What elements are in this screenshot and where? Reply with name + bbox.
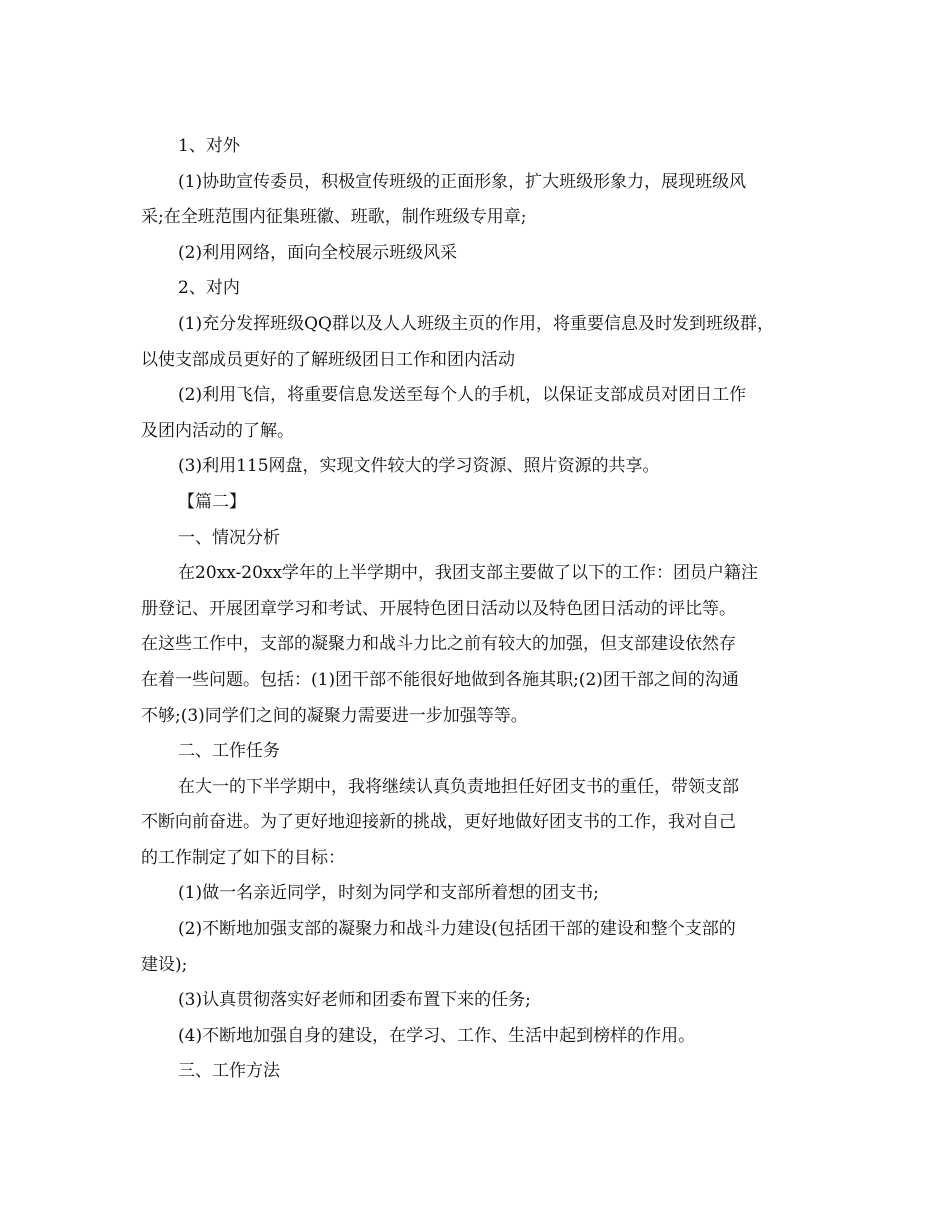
text-line: 三、工作方法	[178, 1061, 280, 1082]
text-line: (2)不断地加强支部的凝聚力和战斗力建设(包括团干部的建设和整个支部的	[178, 919, 736, 940]
text-line: (2)利用飞信，将重要信息发送至每个人的手机，以保证支部成员对团日工作	[178, 385, 747, 406]
text-line: 1、对外	[178, 136, 240, 156]
text-line: 的工作制定了如下的目标：	[141, 847, 345, 868]
text-line: (3)利用115网盘，实现文件较大的学习资源、照片资源的共享。	[178, 456, 660, 477]
text-line: 二、工作任务	[178, 741, 280, 762]
text-line: 在20xx-20xx学年的上半学期中，我团支部主要做了以下的工作：团员户籍注	[178, 563, 759, 584]
text-line: 建设);	[141, 954, 188, 975]
text-line: (1)充分发挥班级QQ群以及人人班级主页的作用，将重要信息及时发到班级群，	[178, 313, 774, 334]
text-line: (1)协助宣传委员，积极宣传班级的正面形象，扩大班级形象力，展现班级风	[178, 171, 747, 192]
text-line: 不够;(3)同学们之间的凝聚力需要进一步加强等等。	[141, 705, 528, 726]
text-line: 在着一些问题。包括：(1)团干部不能很好地做到各施其职;(2)团干部之间的沟通	[141, 669, 739, 690]
text-line: (4)不断地加强自身的建设，在学习、工作、生活中起到榜样的作用。	[178, 1025, 696, 1046]
text-line: 及团内活动的了解。	[141, 420, 294, 441]
text-line: 在大一的下半学期中，我将继续认真负责地担任好团支书的重任，带领支部	[178, 776, 739, 797]
text-line: (2)利用网络，面向全校展示班级风采	[178, 242, 458, 263]
text-line: 不断向前奋进。为了更好地迎接新的挑战，更好地做好团支书的工作，我对自己	[141, 812, 736, 833]
text-line: 册登记、开展团章学习和考试、开展特色团日活动以及特色团日活动的评比等。	[141, 598, 736, 619]
text-line: 2、对内	[178, 278, 240, 299]
text-line: 在这些工作中，支部的凝聚力和战斗力比之前有较大的加强，但支部建设依然存	[141, 634, 736, 655]
text-line: 以使支部成员更好的了解班级团日工作和团内活动	[141, 349, 515, 370]
text-line: 【篇二】	[178, 491, 246, 512]
text-line: (3)认真贯彻落实好老师和团委布置下来的任务;	[178, 990, 531, 1011]
text-line: (1)做一名亲近同学，时刻为同学和支部所着想的团支书;	[178, 883, 599, 904]
text-line: 一、情况分析	[178, 527, 280, 548]
text-line: 采;在全班范围内征集班徽、班歌，制作班级专用章;	[141, 207, 527, 228]
document-body	[141, 129, 831, 1090]
